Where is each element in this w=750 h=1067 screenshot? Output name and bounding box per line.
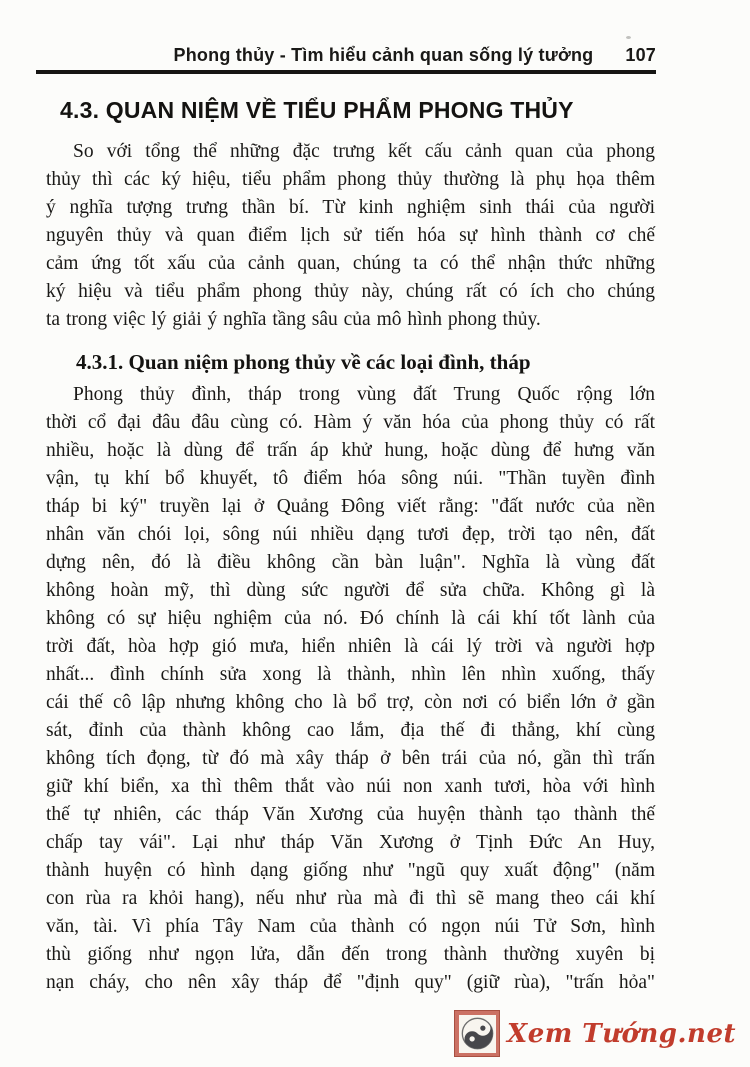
watermark-text: Xem Tướng.net — [507, 1018, 736, 1049]
text-line: So với tổng thể những đặc trưng kết cấu cảnh quan của phong — [73, 141, 655, 162]
text-line: sát, đỉnh của thành không cao lắm, địa thế đi thẳng, khí cùng — [46, 720, 655, 741]
text-line: Phong thủy đình, tháp trong vùng đất Trung Quốc rộng lớn — [73, 384, 655, 405]
text-line: ký hiệu và tiểu phẩm phong thủy này, chúng rất có ích cho chúng — [46, 281, 655, 302]
header-rule — [36, 70, 656, 74]
text-line: tháp bi ký" truyền lại ở Quảng Đông viết rằng: "đất nước của nền — [46, 496, 655, 517]
text-line: nhân văn chói lọi, sông núi nhiều dạng tươi đẹp, trời tạo nên, đất — [46, 524, 655, 545]
text-line: thời cổ đại đâu đâu cùng có. Hàm ý văn hóa của phong thủy có rất — [46, 412, 655, 433]
yin-yang-icon-inner — [459, 1015, 496, 1053]
subsection-heading: 4.3.1. Quan niệm phong thủy về các loại đình, tháp — [76, 350, 531, 374]
yin-yang-icon — [454, 1010, 500, 1057]
text-line: nạn cháy, cho nên xây tháp để "định quy" (giữ rùa), "trấn hỏa" — [46, 972, 655, 993]
running-head-title: Phong thủy - Tìm hiểu cảnh quan sống lý tưởng — [173, 45, 594, 65]
text-line: thù giống như ngọn lửa, dẫn đến trong thành thường xuyên bị — [46, 944, 655, 965]
paragraph-2 — [46, 381, 655, 997]
text-line: con rùa ra khỏi hang), nếu như rùa mà đi thì sẽ mang theo cái khí — [46, 888, 655, 909]
page-header — [46, 44, 656, 66]
watermark — [454, 1010, 736, 1057]
text-line: không tích đọng, từ đó mà xây tháp ở bên trái của nó, gần thì trấn — [46, 748, 655, 769]
text-line: vận, tụ khí bổ khuyết, tô điểm hóa sông núi. "Thần tuyền đình — [46, 468, 655, 489]
text-line: thế tự nhiên, các tháp Văn Xương của huyện thành tạo thành thế — [46, 804, 655, 825]
text-line: thủy thì các ký hiệu, tiểu phẩm phong thủy thường là phụ họa thêm — [46, 169, 655, 190]
text-line: ta trong việc lý giải ý nghĩa tầng sâu của mô hình phong thủy. — [46, 309, 541, 330]
paragraph-1 — [46, 138, 655, 334]
text-line: cái thế cô lập nhưng không cho là bổ trợ, còn nơi có biển lớn ở gần — [46, 692, 655, 713]
text-line: giữ khí biển, xa thì thêm thắt vào núi non xanh tươi, hòa với hình — [46, 776, 655, 797]
text-line: thành huyện có hình dạng giống như "ngũ quy xuất động" (năm — [46, 860, 655, 881]
scan-speck — [626, 36, 631, 39]
text-line: nguyên thủy và quan điểm lịch sử tiến hóa sự hình thành cơ chế — [46, 225, 655, 246]
text-line: dựng nên, đó là điều không cần bàn luận". Nghĩa là vùng đất — [46, 552, 655, 573]
text-line: trời đất, hòa hợp gió mưa, hiển nhiên là cái lý trời và người hợp — [46, 636, 655, 657]
text-line: nhất... đình chính sửa xong là thành, nhìn lên nhìn xuống, thấy — [46, 664, 655, 685]
text-line: không có sự hiệu nghiệm của nó. Đó chính là cái khí tốt lành của — [46, 608, 655, 629]
text-line: nhiều, hoặc là dùng để trấn áp khử hung, hoặc dùng để hưng văn — [46, 440, 655, 461]
text-line: ý nghĩa tượng trưng thần bí. Từ kinh nghiệm sinh thái của người — [46, 197, 655, 218]
text-line: cảm ứng tốt xấu của cảnh quan, chúng ta có thể nhận thức những — [46, 253, 655, 274]
text-line: văn, tài. Vì phía Tây Nam của thành có ngọn núi Tử Sơn, hình — [46, 916, 655, 937]
text-line: chấp tay vái". Lại như tháp Văn Xương ở Tịnh Đức An Huy, — [46, 832, 655, 853]
section-heading: 4.3. QUAN NIỆM VỀ TIỂU PHẨM PHONG THỦY — [60, 97, 574, 123]
text-line: không hoàn mỹ, thì dùng sức người để sửa chữa. Không gì là — [46, 580, 655, 601]
page-number: 107 — [625, 45, 656, 65]
